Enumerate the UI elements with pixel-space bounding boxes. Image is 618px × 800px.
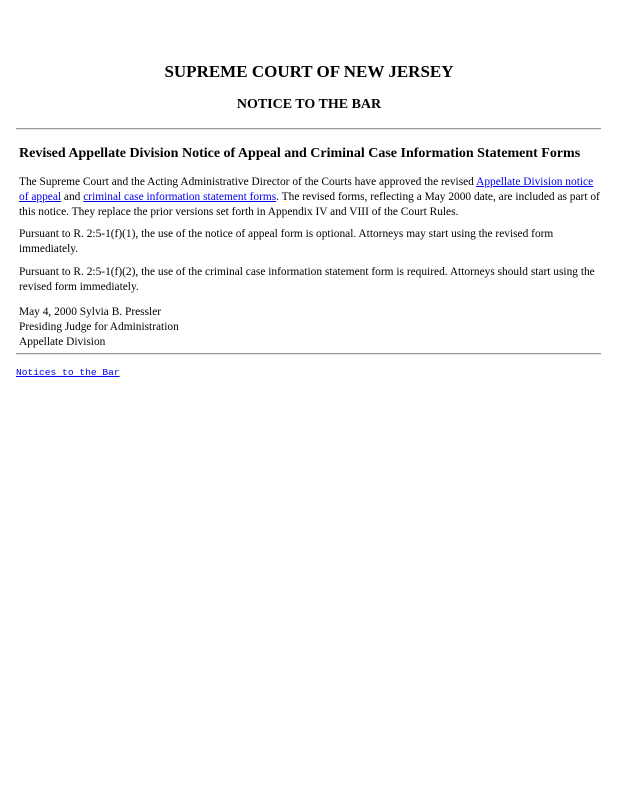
paragraph1-rest: . The revised forms, reflecting a May 2000 date, are included as part of this notice. They replace the prior versions set forth in Appendix IV and VIII of the Court Rules. bbox=[19, 191, 600, 218]
top-divider bbox=[16, 128, 601, 130]
paragraph-notice-of-appeal-optional: Pursuant to R. 2:5-1(f)(1), the use of the notice of appeal form is optional. Attorneys may start using the revised form immediately. bbox=[19, 228, 554, 255]
signature-block bbox=[19, 305, 603, 350]
bottom-divider bbox=[16, 353, 601, 355]
paragraph1-intro: The Supreme Court and the Acting Administrative Director of the Courts have approved the revised bbox=[19, 176, 477, 188]
signature-position: Presiding Judge for Administration bbox=[19, 321, 179, 333]
paragraph1-conjunction: and bbox=[61, 191, 84, 203]
signature-date-name: May 4, 2000 Sylvia B. Pressler bbox=[19, 306, 162, 318]
signature-division: Appellate Division bbox=[19, 336, 106, 348]
notice-title: NOTICE TO THE BAR bbox=[236, 97, 382, 112]
notices-to-the-bar-link[interactable]: Notices to the Bar bbox=[16, 367, 120, 378]
paragraph-forms-approved bbox=[19, 175, 603, 220]
notice-heading: Revised Appellate Division Notice of Appeal and Criminal Case Information Statement Forms bbox=[19, 146, 581, 161]
notice-of-appeal-link[interactable]: Appellate Division notice of appeal bbox=[19, 176, 594, 203]
criminal-case-forms-link[interactable]: criminal case information statement forms bbox=[83, 191, 277, 203]
court-title: SUPREME COURT OF NEW JERSEY bbox=[164, 62, 454, 81]
paragraph-cis-required: Pursuant to R. 2:5-1(f)(2), the use of the criminal case information statement form is required. Attorneys should start using the revised form immediately. bbox=[19, 266, 595, 293]
